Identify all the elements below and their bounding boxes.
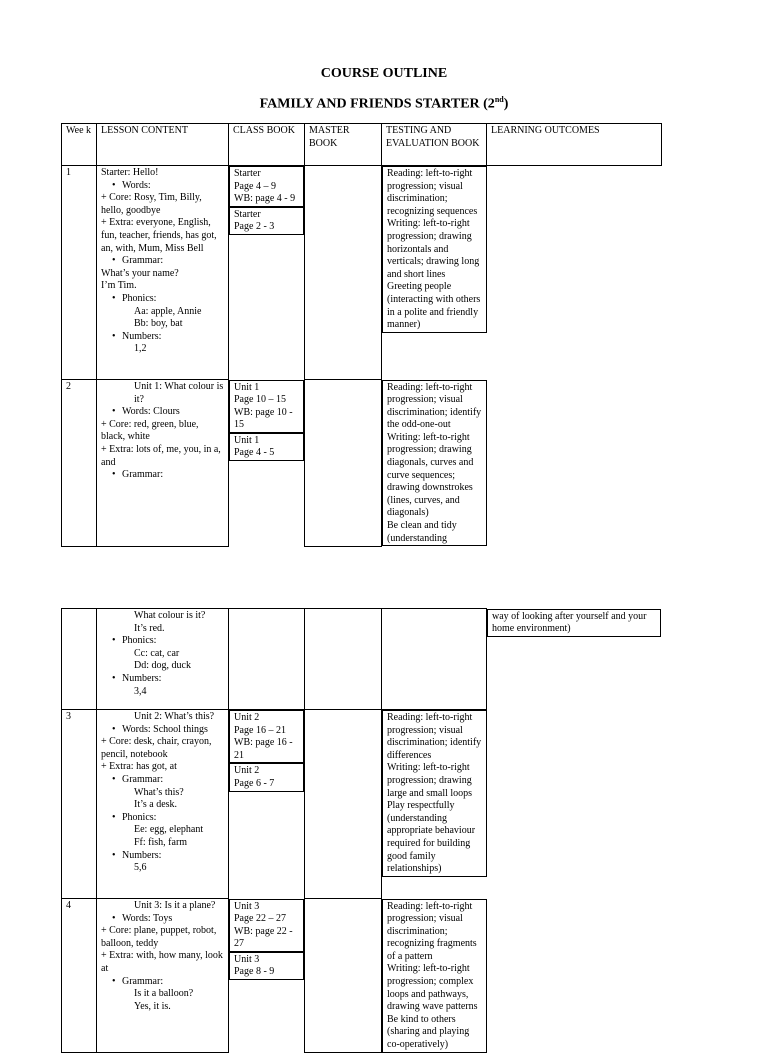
week-cell — [62, 609, 97, 710]
lesson-content-cell: Unit 1: What colour is it? • Words: Clours + Core: red, green, blue, black, white + Extra: lots of, me, you, in a, and • Grammar: — [97, 380, 229, 547]
class-book-cell: Unit 2 Page 16 – 21 WB: page 16 - 21 — [229, 710, 304, 763]
table-header-row — [62, 124, 662, 166]
testing-book-cell — [305, 899, 382, 1053]
learning-outcomes-cell: Reading: left-to-right progression; visual discrimination; recognizing fragments of a pattern Writing: left-to-right progression; complex loops and pathways, drawing wave patterns Be kind to others (sharing and playing co-operatively) — [382, 899, 487, 1053]
master-book-cell — [305, 609, 382, 710]
table-row — [62, 380, 662, 547]
learning-outcomes-cell: way of looking after yourself and your home environment) — [487, 609, 661, 637]
header-learning-outcomes: LEARNING OUTCOMES — [487, 124, 662, 166]
testing-book-cell — [305, 710, 382, 899]
table-row — [62, 609, 662, 710]
learning-outcomes-cell: Reading: left-to-right progression; visual discrimination; recognizing sequences Writing: left-to-right progression; drawing horizontals and verticals; drawing long and short lines Greeting people (interacting with others in a polite and friendly manner) — [382, 166, 487, 333]
course-outline-table-page1 — [61, 123, 662, 547]
header-testing-book: TESTING AND EVALUATION BOOK — [382, 124, 487, 166]
header-week: Wee k — [62, 124, 97, 166]
master-book-cell: Unit 2 Page 6 - 7 — [229, 763, 304, 791]
week-cell: 2 — [62, 380, 97, 547]
testing-book-cell — [305, 166, 382, 380]
document-title: COURSE OUTLINE — [320, 66, 448, 81]
course-outline-table-page2 — [61, 608, 662, 1053]
master-book-cell: Starter Page 2 - 3 — [229, 207, 304, 235]
class-book-cell: Unit 3 Page 22 – 27 WB: page 22 - 27 — [229, 899, 304, 952]
learning-outcomes-cell: Reading: left-to-right progression; visual discrimination; identify the odd-one-out Writing: left-to-right progression; drawing diagonals, curves and curve sequences; drawing downstrokes (lines, curves, and diagonals) Be clean and tidy (understanding — [382, 380, 487, 547]
lesson-content-cell: Unit 3: Is it a plane? • Words: Toys + Core: plane, puppet, robot, balloon, teddy + Extra: with, how many, look at • Grammar: Is it a balloon? Yes, it is. — [97, 899, 229, 1053]
master-book-cell: Unit 3 Page 8 - 9 — [229, 952, 304, 980]
header-class-book: CLASS BOOK — [229, 124, 305, 166]
lesson-content-cell: Starter: Hello! • Words: + Core: Rosy, Tim, Billy, hello, goodbye + Extra: everyone, English, fun, teacher, friends, has got, an, with, Mum, Miss Bell • Grammar: What’s your name? I’m Tim. • Phonics: Aa: apple, Annie Bb: boy, bat • Numbers: 1,2 — [97, 166, 229, 380]
class-book-cell: Starter Page 4 – 9 WB: page 4 - 9 — [229, 166, 304, 207]
lesson-content-cell: Unit 2: What’s this? • Words: School things + Core: desk, chair, crayon, pencil, notebook + Extra: has got, at • Grammar: What’s this? It’s a desk. • Phonics: Ee: egg, elephant Ff: fish, farm • Numbers: 5,6 — [97, 710, 229, 899]
table-row — [62, 166, 662, 380]
master-book-cell: Unit 1 Page 4 - 5 — [229, 433, 304, 461]
table-row — [62, 710, 662, 899]
testing-book-cell — [382, 609, 487, 710]
class-book-cell — [229, 609, 305, 710]
testing-book-cell — [305, 380, 382, 547]
table-row — [62, 899, 662, 1053]
week-cell: 4 — [62, 899, 97, 1053]
class-book-cell: Unit 1 Page 10 – 15 WB: page 10 - 15 — [229, 380, 304, 433]
lesson-content-cell: What colour is it? It’s red. • Phonics: Cc: cat, car Dd: dog, duck • Numbers: 3,4 — [97, 609, 229, 710]
week-cell: 1 — [62, 166, 97, 380]
header-lesson-content: LESSON CONTENT — [97, 124, 229, 166]
learning-outcomes-cell: Reading: left-to-right progression; visual discrimination; identify differences Writing: left-to-right progression; drawing large and small loops Play respectfully (understanding appropriate behaviour required for building good family relationships) — [382, 710, 487, 877]
header-master-book: MASTER BOOK — [305, 124, 382, 166]
week-cell: 3 — [62, 710, 97, 899]
document-subtitle: FAMILY AND FRIENDS STARTER (2nd) — [259, 95, 509, 112]
